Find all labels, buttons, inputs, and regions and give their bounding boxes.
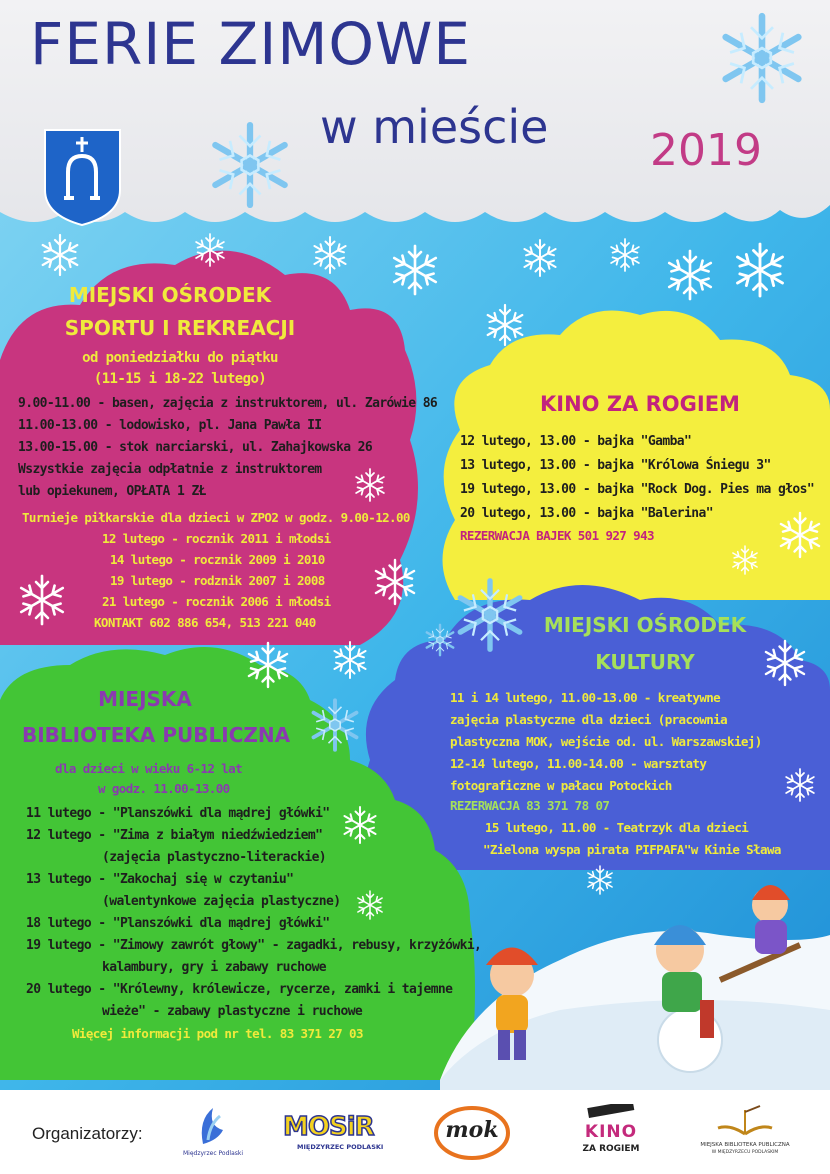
logo-library: MIEJSKA BIBLIOTEKA PUBLICZNA W MIĘDZYRZECU PODLASKIM (700, 1104, 790, 1164)
mok-extra-line: 15 lutego, 11.00 - Teatrzyk dla dzieci (485, 820, 749, 835)
mosir-tournament-line: 21 lutego - rocznik 2006 i młodsi (102, 594, 331, 609)
mosir-heading-1: MIEJSKI OŚRODEK (68, 283, 272, 307)
mbp-line: 13 lutego - "Zakochaj się w czytaniu" (26, 872, 294, 887)
mok-line: zajęcia plastyczne dla dzieci (pracownia (450, 712, 728, 727)
mok-heading-2: KULTURY (595, 650, 695, 674)
mok-line: fotograficzne w pałacu Potockich (450, 778, 672, 793)
mok-line: 12-14 lutego, 11.00-14.00 - warsztaty (450, 756, 707, 771)
kino-heading: KINO ZA ROGIEM (540, 392, 740, 416)
mok-reservation: REZERWACJA 83 371 78 07 (450, 798, 610, 813)
mbp-info: Więcej informacji pod nr tel. 83 371 27 03 (72, 1026, 363, 1041)
mok-line: 11 i 14 lutego, 11.00-13.00 - kreatywne (450, 690, 721, 705)
mbp-line: 12 lutego - "Zima z białym niedźwiedziem" (26, 828, 323, 843)
logo-mosir: MOSiR MIĘDZYRZEC PODLASKI (283, 1112, 384, 1151)
poster-year: 2019 (650, 125, 762, 176)
mosir-line: Wszystkie zajęcia odpłatnie z instruktorem (18, 462, 322, 477)
mok-line: plastyczna MOK, wejście od. ul. Warszawskiej) (450, 734, 762, 749)
mok-extra-line: "Zielona wyspa pirata PIFPAFA"w Kinie Sława (483, 842, 781, 857)
mosir-tournament-line: 14 lutego - rocznik 2009 i 2010 (110, 552, 325, 567)
film-clapper-icon (575, 1104, 647, 1124)
mosir-line: 13.00-15.00 - stok narciarski, ul. Zahajkowska 26 (18, 440, 373, 455)
mbp-line: wieże" - zabawy plastyczne i ruchowe (102, 1004, 363, 1019)
kino-line: 20 lutego, 13.00 - bajka "Balerina" (460, 506, 713, 521)
logo-kino: KINO ZA ROGIEM (575, 1104, 647, 1162)
book-icon (700, 1104, 790, 1138)
mbp-line: 20 lutego - "Królewny, królewicze, rycerze, zamki i tajemne (26, 982, 453, 997)
kino-line: 19 lutego, 13.00 - bajka "Rock Dog. Pies ma głos" (460, 482, 815, 497)
mosir-line: 11.00-13.00 - lodowisko, pl. Jana Pawła II (18, 418, 322, 433)
mbp-line: (zajęcia plastyczno-literackie) (102, 850, 327, 865)
city-swirl-icon (178, 1100, 248, 1148)
mosir-days: od poniedziałku do piątku (82, 350, 278, 366)
logo-city: Międzyrzec Podlaski (178, 1100, 248, 1165)
poster-subtitle: w mieście (320, 100, 549, 154)
organizers-label: Organizatorzy: (32, 1124, 143, 1143)
kino-line: 13 lutego, 13.00 - bajka "Królowa Śniegu 3" (460, 458, 771, 473)
mosir-dates: (11-15 i 18-22 lutego) (93, 371, 267, 387)
mbp-heading-1: MIEJSKA (98, 687, 192, 711)
mosir-tournament-line: 19 lutego - rodznik 2007 i 2008 (110, 573, 325, 588)
mbp-heading-2: BIBLIOTEKA PUBLICZNA (22, 723, 291, 747)
crest-icon (45, 130, 120, 225)
mosir-line: 9.00-11.00 - basen, zajęcia z instruktorem, ul. Zarówie 86 (18, 396, 438, 411)
mbp-intro: dla dzieci w wieku 6-12 lat (55, 761, 242, 776)
mosir-heading-2: SPORTU I REKREACJI (64, 316, 296, 340)
mbp-line: 11 lutego - "Planszówki dla mądrej główki" (26, 806, 330, 821)
mbp-line: (walentynkowe zajęcia plastyczne) (102, 894, 341, 909)
mbp-line: 18 lutego - "Planszówki dla mądrej główki" (26, 916, 330, 931)
mok-heading-1: MIEJSKI OŚRODEK (543, 613, 747, 637)
mosir-line: lub opiekunem, OPŁATA 1 ZŁ (18, 484, 206, 499)
mbp-intro: w godz. 11.00-13.00 (98, 781, 230, 796)
kino-line: 12 lutego, 13.00 - bajka "Gamba" (460, 434, 692, 449)
mosir-tournaments: Turnieje piłkarskie dla dzieci w ZPO2 w godz. 9.00-12.00 (22, 510, 410, 525)
mosir-tournament-line: 12 lutego - rocznik 2011 i młodsi (102, 531, 331, 546)
mbp-line: kalambury, gry i zabawy ruchowe (102, 960, 327, 975)
logo-mok: mok (432, 1105, 512, 1161)
mbp-line: 19 lutego - "Zimowy zawrót głowy" - zagadki, rebusy, krzyżówki, (26, 938, 482, 953)
kino-reservation: REZERWACJA BAJEK 501 927 943 (460, 528, 654, 543)
mosir-contact: KONTAKT 602 886 654, 513 221 040 (94, 615, 316, 630)
poster-title: FERIE ZIMOWE (30, 10, 472, 78)
